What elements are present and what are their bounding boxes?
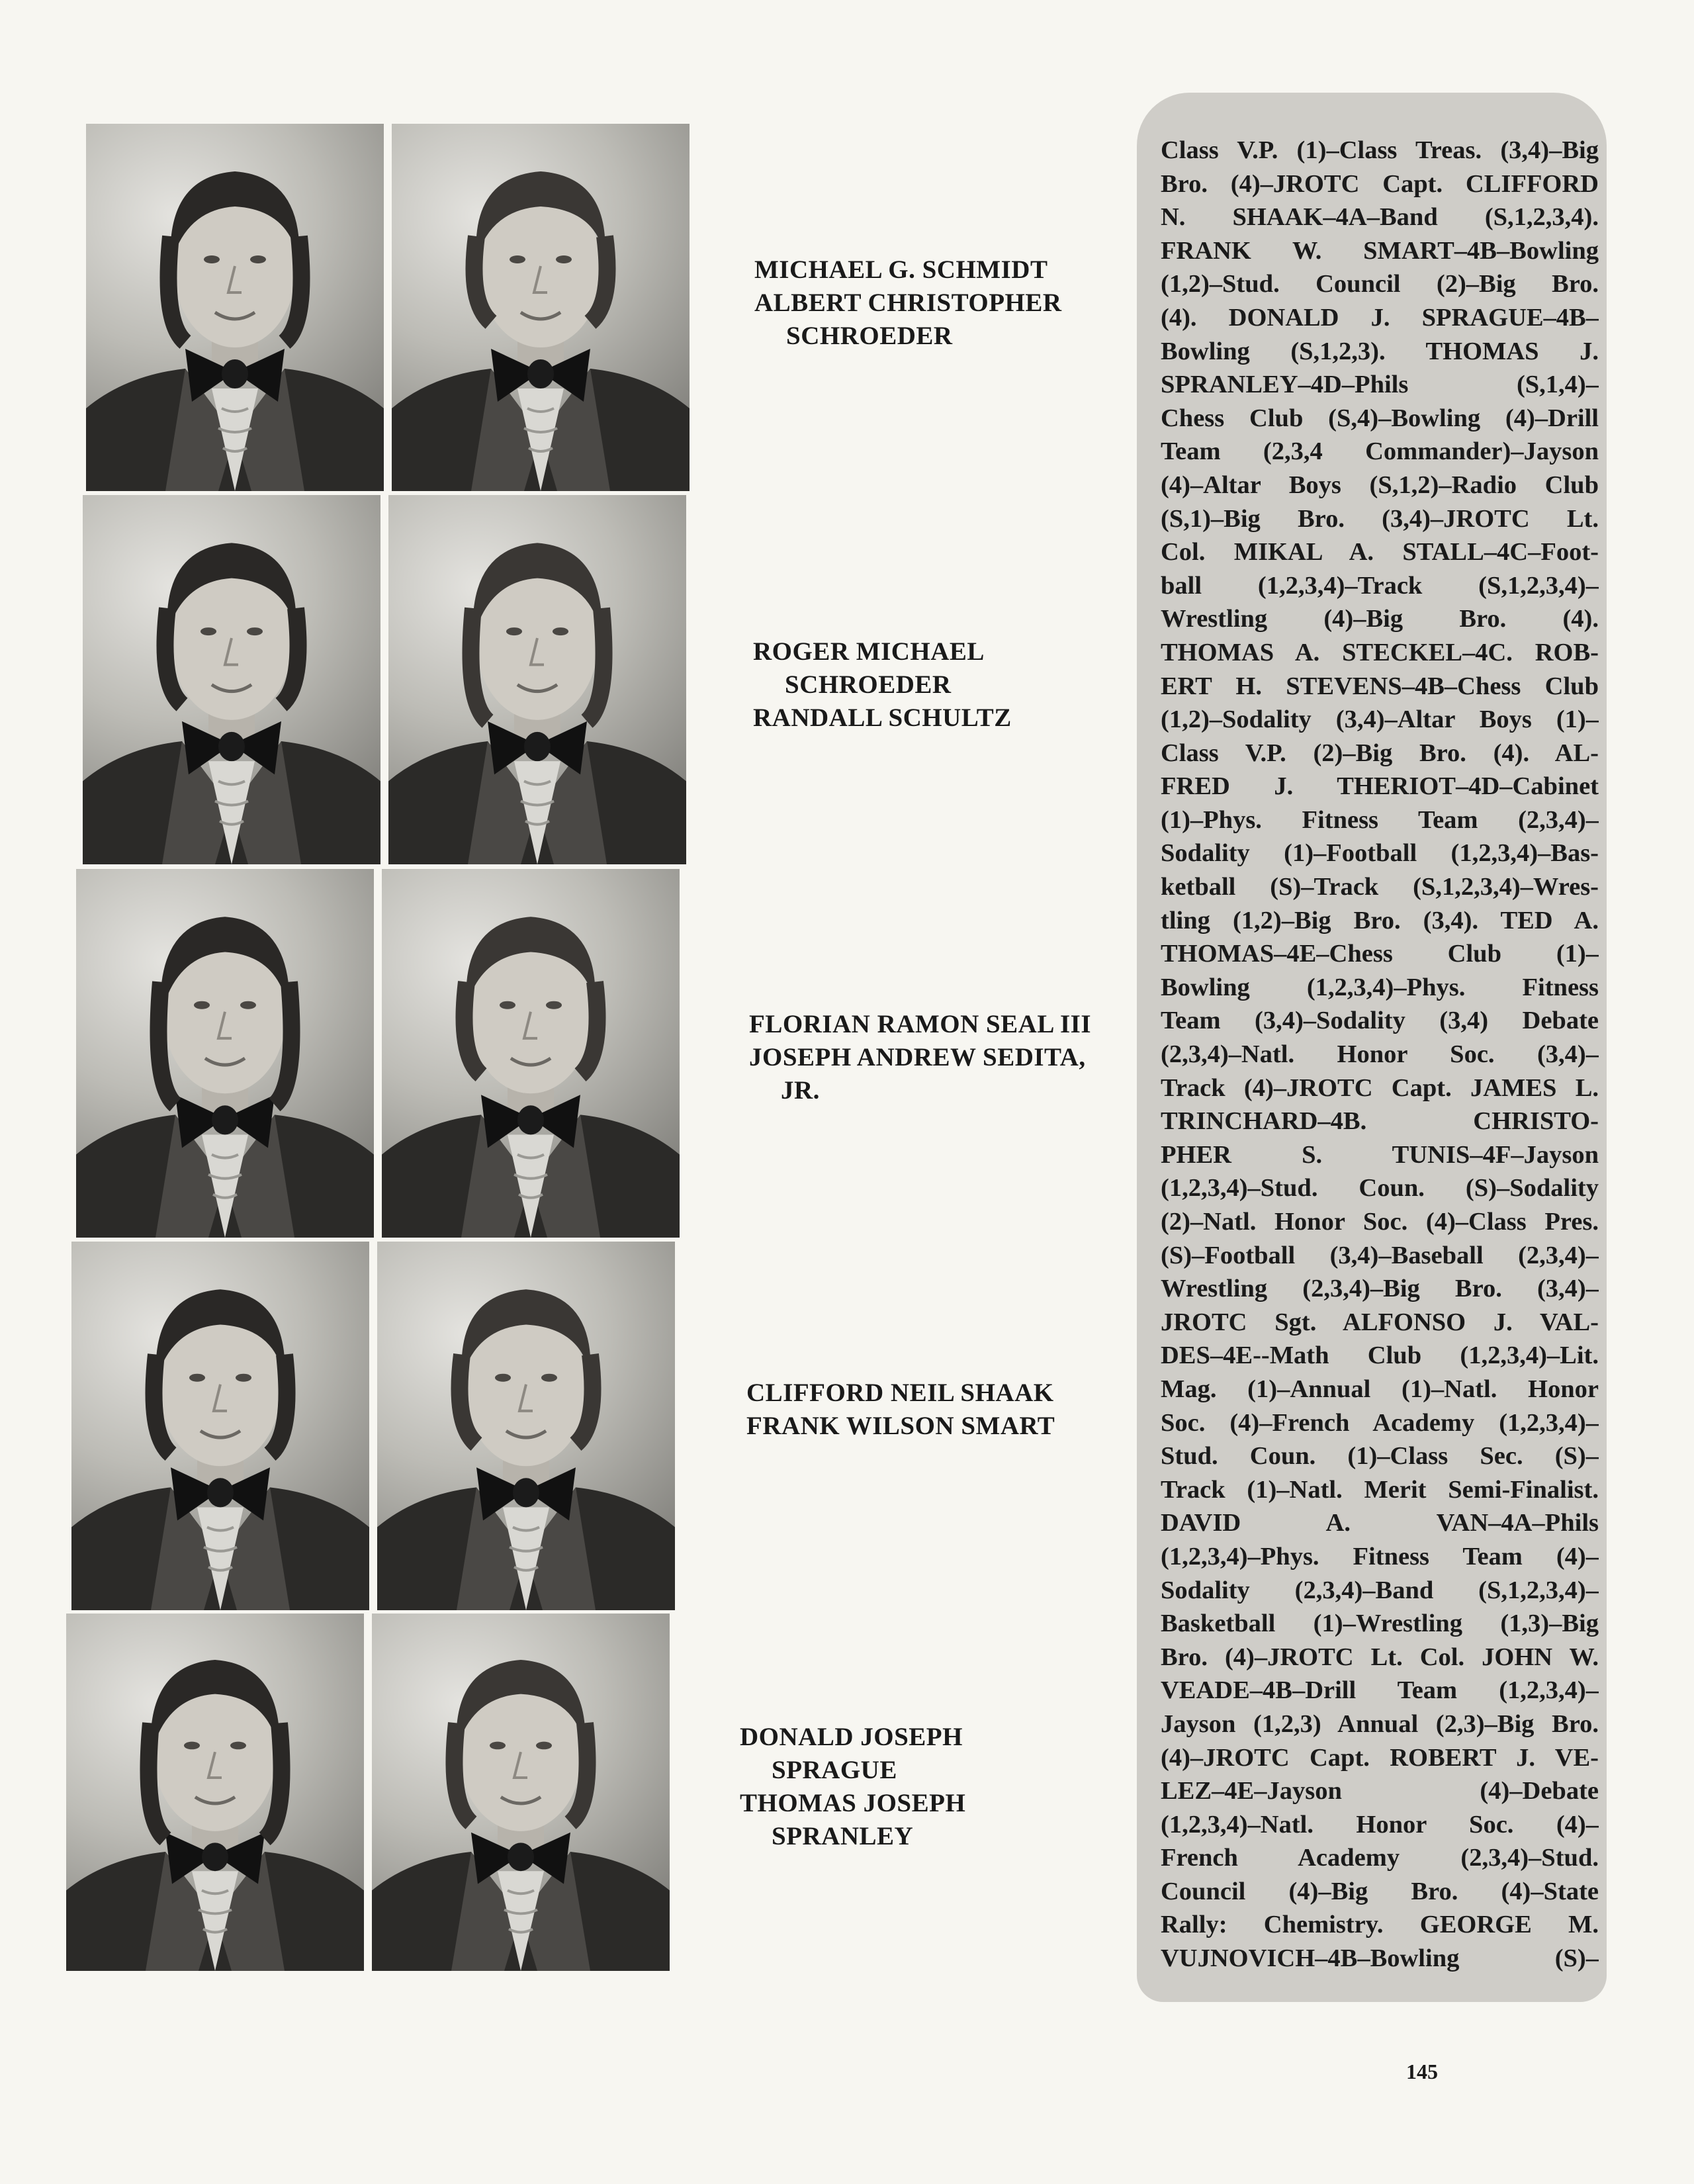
student-name: JOSEPH ANDREW SEDITA, (749, 1043, 1086, 1071)
student-name: RANDALL SCHULTZ (753, 704, 1012, 732)
student-name: FRANK WILSON SMART (746, 1412, 1055, 1440)
bio-line: tling (1,2)–Big Bro. (3,4). TED A. (1161, 906, 1599, 934)
student-portrait (83, 495, 380, 864)
page-number: 145 (1406, 2060, 1438, 2083)
bio-line: (1,2)–Stud. Council (2)–Big Bro. (1161, 270, 1599, 298)
bio-line: SPRANLEY–4D–Phils (S,1,4)– (1161, 371, 1599, 399)
bio-line: TRINCHARD–4B. CHRISTO- (1161, 1107, 1599, 1136)
student-portrait (372, 1614, 670, 1971)
student-portrait (382, 869, 680, 1238)
student-portrait (66, 1614, 364, 1971)
student-name: JR. (781, 1076, 820, 1105)
bio-line: Bowling (S,1,2,3). THOMAS J. (1161, 337, 1599, 365)
bio-line: FRANK W. SMART–4B–Bowling (1161, 236, 1599, 265)
bio-line: (1,2,3,4)–Phys. Fitness Team (4)– (1161, 1542, 1599, 1570)
bio-line: Bro. (4)–JROTC Capt. CLIFFORD (1161, 169, 1599, 198)
bio-line: Jayson (1,2,3) Annual (2,3)–Big Bro. (1161, 1709, 1599, 1738)
bio-line: Class V.P. (1)–Class Treas. (3,4)–Big (1161, 136, 1599, 164)
student-name: ROGER MICHAEL (753, 637, 985, 666)
student-name: DONALD JOSEPH (740, 1723, 963, 1751)
bio-line: (S,1)–Big Bro. (3,4)–JROTC Lt. (1161, 504, 1599, 533)
student-name: SPRANLEY (772, 1822, 914, 1850)
bio-line: PHER S. TUNIS–4F–Jayson (1161, 1140, 1599, 1169)
bio-line: Track (1)–Natl. Merit Semi-Finalist. (1161, 1475, 1599, 1504)
bio-line: FRED J. THERIOT–4D–Cabinet (1161, 772, 1599, 801)
bio-line: Rally: Chemistry. GEORGE M. (1161, 1911, 1599, 1939)
name-caption (746, 1377, 1055, 1443)
bio-line: (1,2,3,4)–Natl. Honor Soc. (4)– (1161, 1810, 1599, 1839)
student-name: SCHROEDER (786, 322, 953, 350)
bio-line: Track (4)–JROTC Capt. JAMES L. (1161, 1073, 1599, 1102)
bio-line: (4)–JROTC Capt. ROBERT J. VE- (1161, 1743, 1599, 1772)
bio-line: Sodality (2,3,4)–Band (S,1,2,3,4)– (1161, 1576, 1599, 1604)
bio-line: French Academy (2,3,4)–Stud. (1161, 1844, 1599, 1872)
bio-line: (4). DONALD J. SPRAGUE–4B– (1161, 303, 1599, 332)
bio-line: Soc. (4)–French Academy (1,2,3,4)– (1161, 1408, 1599, 1437)
student-name: MICHAEL G. SCHMIDT (754, 255, 1048, 284)
name-caption (754, 253, 1062, 353)
bio-line: (2,3,4)–Natl. Honor Soc. (3,4)– (1161, 1040, 1599, 1069)
student-name: CLIFFORD NEIL SHAAK (746, 1379, 1054, 1407)
student-portrait (76, 869, 374, 1238)
bio-line: Col. MIKAL A. STALL–4C–Foot- (1161, 538, 1599, 567)
bio-line: (1,2)–Sodality (3,4)–Altar Boys (1)– (1161, 705, 1599, 734)
bio-line: (4)–Altar Boys (S,1,2)–Radio Club (1161, 471, 1599, 499)
bio-line: N. SHAAK–4A–Band (S,1,2,3,4). (1161, 203, 1599, 232)
student-portrait (86, 124, 384, 491)
student-name: THOMAS JOSEPH (740, 1789, 966, 1817)
bio-line: Stud. Coun. (1)–Class Sec. (S)– (1161, 1442, 1599, 1471)
bio-line: Team (3,4)–Sodality (3,4) Debate (1161, 1007, 1599, 1035)
bio-line: LEZ–4E–Jayson (4)–Debate (1161, 1777, 1599, 1805)
bio-line: Bowling (1,2,3,4)–Phys. Fitness (1161, 973, 1599, 1001)
name-caption (753, 635, 1012, 735)
bio-line: Wrestling (4)–Big Bro. (4). (1161, 605, 1599, 633)
student-portrait (377, 1242, 675, 1610)
student-portrait (392, 124, 690, 491)
bio-line: ERT H. STEVENS–4B–Chess Club (1161, 672, 1599, 700)
bio-line: (S)–Football (3,4)–Baseball (2,3,4)– (1161, 1241, 1599, 1269)
student-name: SCHROEDER (785, 670, 952, 699)
student-name: ALBERT CHRISTOPHER (754, 289, 1062, 317)
bio-line: ketball (S)–Track (S,1,2,3,4)–Wres- (1161, 873, 1599, 901)
bio-line: VUJNOVICH–4B–Bowling (S)– (1161, 1944, 1599, 1973)
name-caption (740, 1721, 965, 1853)
bio-line: (1)–Phys. Fitness Team (2,3,4)– (1161, 805, 1599, 834)
bio-line: DES–4E--Math Club (1,2,3,4)–Lit. (1161, 1342, 1599, 1370)
bio-line: (1,2,3,4)–Stud. Coun. (S)–Sodality (1161, 1174, 1599, 1203)
bio-line: Bro. (4)–JROTC Lt. Col. JOHN W. (1161, 1643, 1599, 1671)
bio-line: Team (2,3,4 Commander)–Jayson (1161, 437, 1599, 466)
bio-line: ball (1,2,3,4)–Track (S,1,2,3,4)– (1161, 571, 1599, 600)
bio-line: Mag. (1)–Annual (1)–Natl. Honor (1161, 1375, 1599, 1403)
bio-line: Wrestling (2,3,4)–Big Bro. (3,4)– (1161, 1275, 1599, 1303)
bio-line: Basketball (1)–Wrestling (1,3)–Big (1161, 1610, 1599, 1638)
student-name: FLORIAN RAMON SEAL III (749, 1010, 1091, 1038)
bio-line: JROTC Sgt. ALFONSO J. VAL- (1161, 1308, 1599, 1336)
biography-panel (1137, 93, 1607, 2002)
bio-line: Sodality (1)–Football (1,2,3,4)–Bas- (1161, 839, 1599, 868)
bio-line: VEADE–4B–Drill Team (1,2,3,4)– (1161, 1676, 1599, 1705)
bio-line: DAVID A. VAN–4A–Phils (1161, 1509, 1599, 1537)
bio-line: THOMAS A. STECKEL–4C. ROB- (1161, 638, 1599, 666)
name-caption (749, 1008, 1091, 1107)
bio-line: Class V.P. (2)–Big Bro. (4). AL- (1161, 739, 1599, 767)
student-name: SPRAGUE (772, 1756, 897, 1784)
bio-line: (2)–Natl. Honor Soc. (4)–Class Pres. (1161, 1208, 1599, 1236)
student-portrait (388, 495, 686, 864)
bio-line: Council (4)–Big Bro. (4)–State (1161, 1877, 1599, 1905)
bio-line: THOMAS–4E–Chess Club (1)– (1161, 940, 1599, 968)
bio-line: Chess Club (S,4)–Bowling (4)–Drill (1161, 404, 1599, 432)
student-portrait (71, 1242, 369, 1610)
biography-text (1161, 134, 1599, 1976)
